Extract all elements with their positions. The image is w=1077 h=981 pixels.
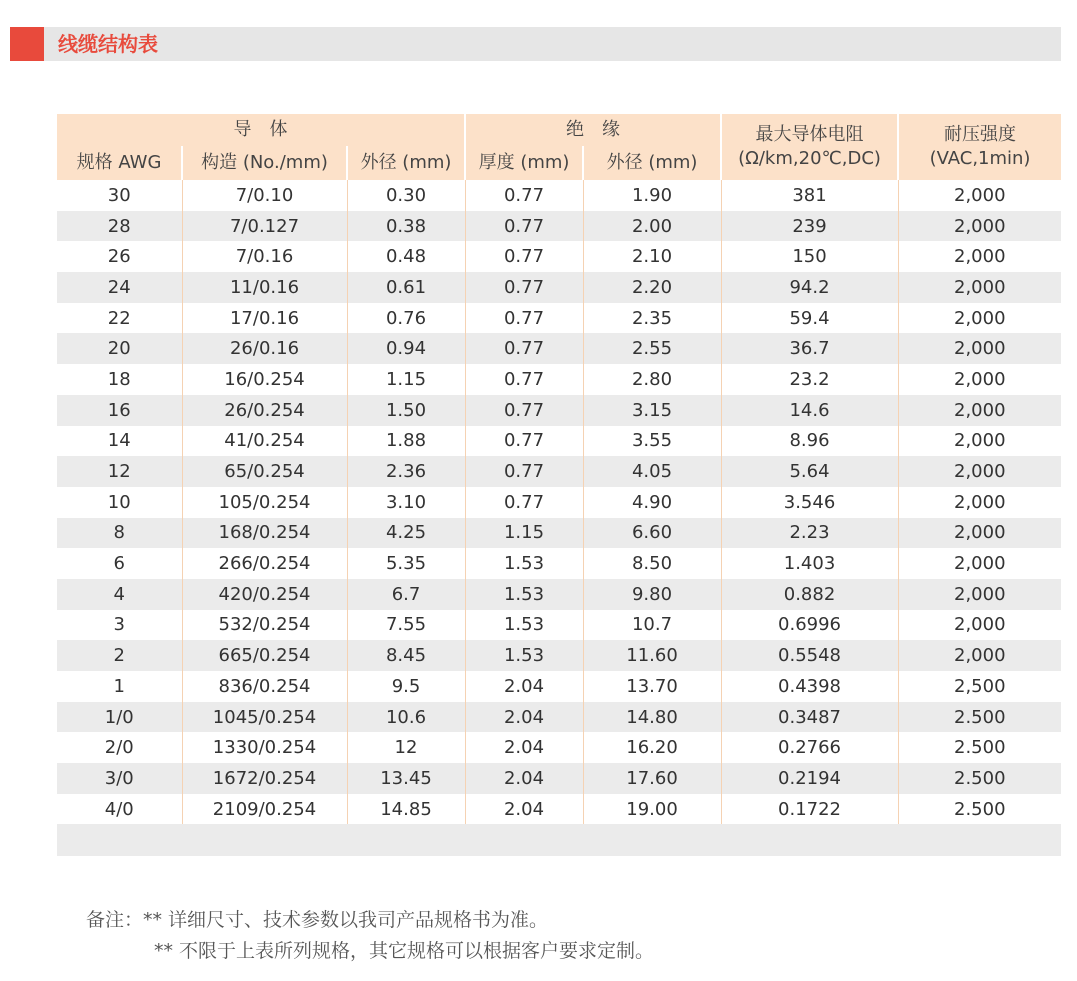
conductor-od-cell: 6.7 bbox=[347, 579, 465, 610]
awg-cell: 28 bbox=[57, 211, 182, 242]
voltage-cell: 2,000 bbox=[898, 211, 1061, 242]
voltage-cell: 2.500 bbox=[898, 763, 1061, 794]
insulation-od-cell: 16.20 bbox=[583, 732, 721, 763]
thickness-cell: 0.77 bbox=[465, 364, 583, 395]
awg-cell: 2 bbox=[57, 640, 182, 671]
resistance-cell: 0.882 bbox=[721, 579, 898, 610]
conductor-od-cell: 10.6 bbox=[347, 702, 465, 733]
awg-cell: 26 bbox=[57, 241, 182, 272]
insulation-od-cell: 2.80 bbox=[583, 364, 721, 395]
table-row bbox=[57, 303, 1061, 334]
voltage-cell: 2,000 bbox=[898, 579, 1061, 610]
thickness-cell: 2.04 bbox=[465, 671, 583, 702]
construction-cell: 7/0.16 bbox=[182, 241, 347, 272]
construction-cell: 1330/0.254 bbox=[182, 732, 347, 763]
thickness-cell: 1.53 bbox=[465, 640, 583, 671]
insulation-od-cell: 3.55 bbox=[583, 426, 721, 457]
voltage-cell: 2,000 bbox=[898, 487, 1061, 518]
thickness-cell: 0.77 bbox=[465, 241, 583, 272]
thickness-cell: 2.04 bbox=[465, 794, 583, 825]
conductor-od-cell: 12 bbox=[347, 732, 465, 763]
thickness-cell: 1.53 bbox=[465, 548, 583, 579]
construction-cell: 665/0.254 bbox=[182, 640, 347, 671]
voltage-cell: 2,000 bbox=[898, 272, 1061, 303]
insulation-od-cell: 2.00 bbox=[583, 211, 721, 242]
conductor-od-cell: 2.36 bbox=[347, 456, 465, 487]
note-line-2 bbox=[86, 936, 654, 967]
table-row bbox=[57, 456, 1061, 487]
conductor-od-cell: 1.15 bbox=[347, 364, 465, 395]
insulation-od-cell: 19.00 bbox=[583, 794, 721, 825]
table-row bbox=[57, 702, 1061, 733]
cable-structure-table bbox=[57, 114, 1061, 856]
conductor-od-cell: 13.45 bbox=[347, 763, 465, 794]
awg-cell: 8 bbox=[57, 518, 182, 549]
resistance-cell: 5.64 bbox=[721, 456, 898, 487]
table-row bbox=[57, 763, 1061, 794]
insulation-od-cell: 2.55 bbox=[583, 333, 721, 364]
awg-cell: 14 bbox=[57, 426, 182, 457]
table-row bbox=[57, 395, 1061, 426]
voltage-cell: 2.500 bbox=[898, 702, 1061, 733]
insulation-od-cell: 2.20 bbox=[583, 272, 721, 303]
insulation-od-cell: 13.70 bbox=[583, 671, 721, 702]
awg-cell: 12 bbox=[57, 456, 182, 487]
title-marker-icon bbox=[10, 27, 44, 61]
thickness-cell: 0.77 bbox=[465, 272, 583, 303]
voltage-cell: 2,500 bbox=[898, 671, 1061, 702]
insulation-od-cell: 4.90 bbox=[583, 487, 721, 518]
resistance-cell: 239 bbox=[721, 211, 898, 242]
awg-cell: 3 bbox=[57, 610, 182, 641]
resistance-cell: 0.4398 bbox=[721, 671, 898, 702]
construction-cell: 7/0.10 bbox=[182, 180, 347, 211]
voltage-cell: 2,000 bbox=[898, 548, 1061, 579]
insulation-od-cell: 3.15 bbox=[583, 395, 721, 426]
insulation-od-cell: 2.10 bbox=[583, 241, 721, 272]
resistance-cell: 381 bbox=[721, 180, 898, 211]
header-conductor: 导 体 bbox=[57, 114, 465, 146]
resistance-cell: 1.403 bbox=[721, 548, 898, 579]
table-row bbox=[57, 671, 1061, 702]
resistance-cell: 0.2766 bbox=[721, 732, 898, 763]
table-row bbox=[57, 794, 1061, 825]
awg-cell: 4/0 bbox=[57, 794, 182, 825]
construction-cell: 7/0.127 bbox=[182, 211, 347, 242]
thickness-cell: 0.77 bbox=[465, 211, 583, 242]
voltage-cell: 2,000 bbox=[898, 395, 1061, 426]
table-row bbox=[57, 272, 1061, 303]
table-row bbox=[57, 211, 1061, 242]
awg-cell: 1/0 bbox=[57, 702, 182, 733]
table-row bbox=[57, 487, 1061, 518]
notes-label: 备注： bbox=[86, 909, 144, 931]
thickness-cell: 0.77 bbox=[465, 395, 583, 426]
insulation-od-cell: 14.80 bbox=[583, 702, 721, 733]
notes bbox=[86, 905, 654, 967]
voltage-cell: 2.500 bbox=[898, 794, 1061, 825]
conductor-od-cell: 7.55 bbox=[347, 610, 465, 641]
construction-cell: 105/0.254 bbox=[182, 487, 347, 518]
construction-cell: 16/0.254 bbox=[182, 364, 347, 395]
resistance-cell: 0.1722 bbox=[721, 794, 898, 825]
insulation-od-cell: 4.05 bbox=[583, 456, 721, 487]
resistance-cell: 150 bbox=[721, 241, 898, 272]
construction-cell: 420/0.254 bbox=[182, 579, 347, 610]
thickness-cell: 0.77 bbox=[465, 333, 583, 364]
thickness-cell: 1.15 bbox=[465, 518, 583, 549]
table-row bbox=[57, 732, 1061, 763]
voltage-cell: 2,000 bbox=[898, 640, 1061, 671]
table-row bbox=[57, 548, 1061, 579]
voltage-cell: 2,000 bbox=[898, 180, 1061, 211]
conductor-od-cell: 3.10 bbox=[347, 487, 465, 518]
table-row bbox=[57, 610, 1061, 641]
awg-cell: 24 bbox=[57, 272, 182, 303]
thickness-cell: 0.77 bbox=[465, 487, 583, 518]
awg-cell: 10 bbox=[57, 487, 182, 518]
construction-cell: 65/0.254 bbox=[182, 456, 347, 487]
table-footer-row bbox=[57, 824, 1061, 856]
construction-cell: 1045/0.254 bbox=[182, 702, 347, 733]
awg-cell: 20 bbox=[57, 333, 182, 364]
table-footer-cell bbox=[57, 824, 1061, 856]
header-construction: 构造 (No./mm) bbox=[182, 146, 347, 180]
thickness-cell: 2.04 bbox=[465, 763, 583, 794]
voltage-cell: 2,000 bbox=[898, 456, 1061, 487]
conductor-od-cell: 0.94 bbox=[347, 333, 465, 364]
construction-cell: 532/0.254 bbox=[182, 610, 347, 641]
conductor-od-cell: 8.45 bbox=[347, 640, 465, 671]
thickness-cell: 2.04 bbox=[465, 732, 583, 763]
table-body bbox=[57, 180, 1061, 856]
voltage-cell: 2,000 bbox=[898, 364, 1061, 395]
header-conductor-od: 外径 (mm) bbox=[347, 146, 465, 180]
resistance-cell: 59.4 bbox=[721, 303, 898, 334]
thickness-cell: 0.77 bbox=[465, 303, 583, 334]
note-text-1: ** 详细尺寸、技术参数以我司产品规格书为准。 bbox=[143, 909, 549, 931]
note-line-1 bbox=[86, 905, 654, 936]
construction-cell: 41/0.254 bbox=[182, 426, 347, 457]
insulation-od-cell: 9.80 bbox=[583, 579, 721, 610]
construction-cell: 1672/0.254 bbox=[182, 763, 347, 794]
table-row bbox=[57, 426, 1061, 457]
voltage-cell: 2,000 bbox=[898, 610, 1061, 641]
construction-cell: 26/0.16 bbox=[182, 333, 347, 364]
insulation-od-cell: 11.60 bbox=[583, 640, 721, 671]
note-text-2: ** 不限于上表所列规格，其它规格可以根据客户要求定制。 bbox=[154, 940, 655, 962]
resistance-cell: 0.6996 bbox=[721, 610, 898, 641]
awg-cell: 1 bbox=[57, 671, 182, 702]
header-insulation-od: 外径 (mm) bbox=[583, 146, 721, 180]
awg-cell: 16 bbox=[57, 395, 182, 426]
insulation-od-cell: 6.60 bbox=[583, 518, 721, 549]
conductor-od-cell: 0.38 bbox=[347, 211, 465, 242]
resistance-cell: 0.3487 bbox=[721, 702, 898, 733]
awg-cell: 30 bbox=[57, 180, 182, 211]
header-voltage: 耐压强度 (VAC,1min) bbox=[898, 114, 1061, 180]
construction-cell: 26/0.254 bbox=[182, 395, 347, 426]
resistance-cell: 3.546 bbox=[721, 487, 898, 518]
conductor-od-cell: 0.76 bbox=[347, 303, 465, 334]
resistance-cell: 36.7 bbox=[721, 333, 898, 364]
section-title-bar bbox=[10, 27, 1061, 61]
construction-cell: 266/0.254 bbox=[182, 548, 347, 579]
thickness-cell: 0.77 bbox=[465, 456, 583, 487]
thickness-cell: 1.53 bbox=[465, 610, 583, 641]
construction-cell: 168/0.254 bbox=[182, 518, 347, 549]
resistance-cell: 2.23 bbox=[721, 518, 898, 549]
resistance-cell: 0.2194 bbox=[721, 763, 898, 794]
table-row bbox=[57, 364, 1061, 395]
awg-cell: 18 bbox=[57, 364, 182, 395]
voltage-cell: 2,000 bbox=[898, 426, 1061, 457]
resistance-cell: 0.5548 bbox=[721, 640, 898, 671]
conductor-od-cell: 9.5 bbox=[347, 671, 465, 702]
table-row bbox=[57, 579, 1061, 610]
voltage-cell: 2,000 bbox=[898, 241, 1061, 272]
conductor-od-cell: 1.50 bbox=[347, 395, 465, 426]
conductor-od-cell: 1.88 bbox=[347, 426, 465, 457]
conductor-od-cell: 5.35 bbox=[347, 548, 465, 579]
resistance-cell: 94.2 bbox=[721, 272, 898, 303]
conductor-od-cell: 4.25 bbox=[347, 518, 465, 549]
construction-cell: 2109/0.254 bbox=[182, 794, 347, 825]
header-awg: 规格 AWG bbox=[57, 146, 182, 180]
thickness-cell: 0.77 bbox=[465, 426, 583, 457]
insulation-od-cell: 8.50 bbox=[583, 548, 721, 579]
construction-cell: 836/0.254 bbox=[182, 671, 347, 702]
resistance-cell: 23.2 bbox=[721, 364, 898, 395]
voltage-cell: 2,000 bbox=[898, 303, 1061, 334]
awg-cell: 6 bbox=[57, 548, 182, 579]
header-insulation: 绝 缘 bbox=[465, 114, 721, 146]
voltage-cell: 2,000 bbox=[898, 518, 1061, 549]
table-row bbox=[57, 518, 1061, 549]
conductor-od-cell: 14.85 bbox=[347, 794, 465, 825]
resistance-cell: 8.96 bbox=[721, 426, 898, 457]
voltage-cell: 2,000 bbox=[898, 333, 1061, 364]
header-resistance: 最大导体电阻 (Ω/km,20℃,DC) bbox=[721, 114, 898, 180]
insulation-od-cell: 10.7 bbox=[583, 610, 721, 641]
conductor-od-cell: 0.48 bbox=[347, 241, 465, 272]
thickness-cell: 1.53 bbox=[465, 579, 583, 610]
insulation-od-cell: 2.35 bbox=[583, 303, 721, 334]
header-thickness: 厚度 (mm) bbox=[465, 146, 583, 180]
thickness-cell: 2.04 bbox=[465, 702, 583, 733]
table-row bbox=[57, 241, 1061, 272]
awg-cell: 4 bbox=[57, 579, 182, 610]
insulation-od-cell: 1.90 bbox=[583, 180, 721, 211]
thickness-cell: 0.77 bbox=[465, 180, 583, 211]
resistance-cell: 14.6 bbox=[721, 395, 898, 426]
conductor-od-cell: 0.61 bbox=[347, 272, 465, 303]
voltage-cell: 2.500 bbox=[898, 732, 1061, 763]
section-title: 线缆结构表 bbox=[58, 32, 158, 56]
table-row bbox=[57, 640, 1061, 671]
awg-cell: 22 bbox=[57, 303, 182, 334]
conductor-od-cell: 0.30 bbox=[347, 180, 465, 211]
awg-cell: 2/0 bbox=[57, 732, 182, 763]
table-row bbox=[57, 180, 1061, 211]
awg-cell: 3/0 bbox=[57, 763, 182, 794]
table-row bbox=[57, 333, 1061, 364]
insulation-od-cell: 17.60 bbox=[583, 763, 721, 794]
construction-cell: 17/0.16 bbox=[182, 303, 347, 334]
construction-cell: 11/0.16 bbox=[182, 272, 347, 303]
